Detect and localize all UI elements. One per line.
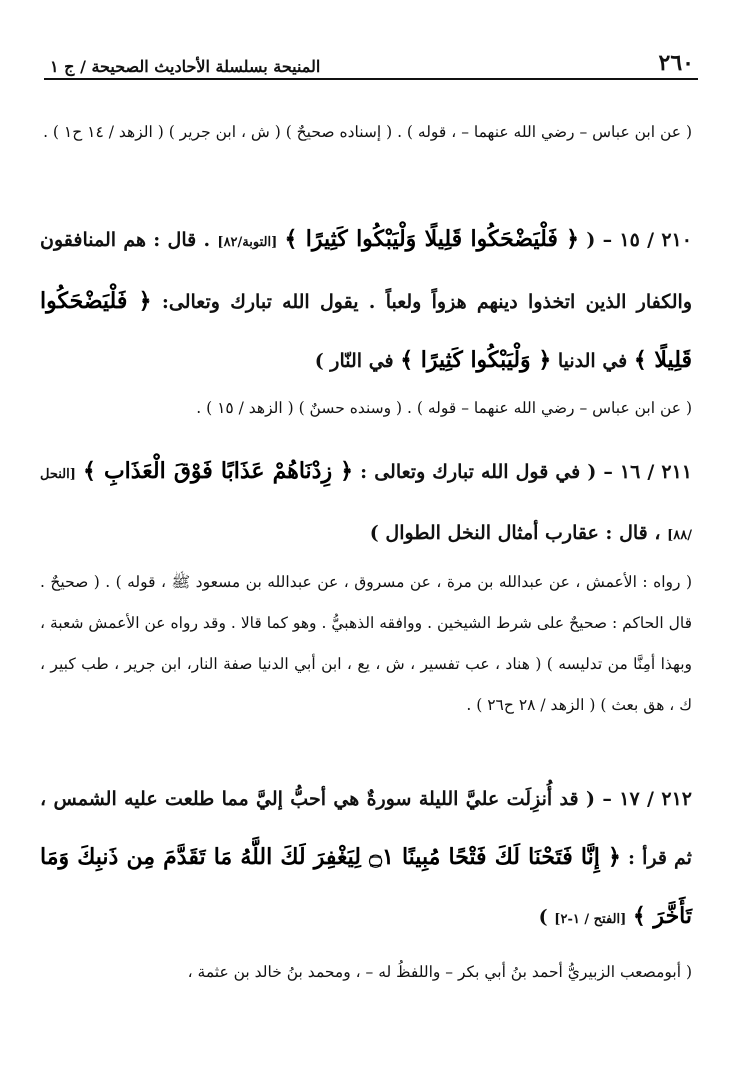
quran-verse: ﴿ فَلْيَضْحَكُوا قَلِيلًا وَلْيَبْكُوا كَثِيرًا ﴾ <box>284 226 580 252</box>
source-text: ( عن ابن عباس – رضي الله عنهما – ، قوله ) . ( إسناده صحيحٌ ) ( ش ، ابن جرير ) ( الزهد / ١٤ ح١ ) . <box>43 123 692 141</box>
source-text: ( أبومصعب الزبيريُّ أحمد بنُ أبي بكر – واللفظُ له – ، ومحمد بنُ خالد بن عثمة ، <box>187 963 692 981</box>
hadith-source-1 <box>40 112 692 152</box>
quran-verse: ﴿ زِدْنَاهُمْ عَذَابًا فَوْقَ الْعَذَابِ ﴾ <box>82 458 354 484</box>
source-text: ( رواه : الأعمش ، عن عبدالله بن مرة ، عن مسروق ، عن عبدالله بن مسعود ﷺ ، قوله ) . ( صحيحٌ . قال الحاكم : صحيحٌ على شرط الشيخين . ووافقه الذهبيُّ . وهو كما قالا . وقد رواه عن الأعمش شعبة ، وبهذا أمِنَّا من تدليسه ) ( هناد ، عب تفسير ، ش ، يع ، ابن أبي الدنيا صفة النار، ابن جرير ، طب كبير ، ك ، هق بعث ) ( الزهد / ٢٨ ح٢٦ ) . <box>40 573 692 714</box>
hadith-text: ، قال : عقارب أمثال النخل الطوال ) <box>369 522 661 544</box>
page-header <box>50 40 694 76</box>
hadith-text: . قال : هم المنافقون والكفار الذين اتخذوا دينهم هزواً ولعباً . يقول الله تبارك وتعالى: <box>40 229 692 313</box>
page-number: ٢٦٠ <box>658 50 694 76</box>
book-title: المنيحة بسلسلة الأحاديث الصحيحة / ج ١ <box>50 57 321 76</box>
hadith-source-2 <box>40 388 692 428</box>
hadith-number: ٢١١ / ١٦ – ( في قول الله تبارك وتعالى : <box>360 461 693 483</box>
hadith-text-3: في النّار ) <box>314 350 394 372</box>
closing-paren: ) <box>538 906 548 928</box>
verse-reference: [التوبة/٨٢] <box>217 235 278 250</box>
header-rule <box>44 78 698 80</box>
hadith-source-3 <box>40 562 692 726</box>
hadith-number: ٢١٠ / ١٥ – ( <box>586 229 692 251</box>
hadith-210 <box>40 210 692 390</box>
verse-reference: [النحل /٨٨] <box>40 467 692 543</box>
quran-verse: ﴿ إِنَّا فَتَحْنَا لَكَ فَتْحًا مُبِينًا ۝١ لِيَغْفِرَ لَكَ اللَّهُ مَا تَقَدَّمَ مِن ذَنبِكَ وَمَا تَأَخَّرَ ﴾ <box>40 844 692 929</box>
quran-verse-3: ﴿ وَلْيَبْكُوا كَثِيرًا ﴾ <box>400 347 552 373</box>
hadith-text-2: في الدنيا <box>557 350 628 372</box>
hadith-source-4 <box>40 952 692 992</box>
verse-reference: [الفتح / ١-٢] <box>554 912 627 927</box>
hadith-211 <box>40 442 692 565</box>
hadith-212 <box>40 770 692 949</box>
hadith-text: ( قد أُنزِلَت عليَّ الليلة سورةٌ هي أحبُّ إليَّ مما طلعت عليه الشمس ، ثم قرأ : <box>40 788 692 869</box>
hadith-number: ٢١٢ / ١٧ – <box>602 788 692 810</box>
quran-verse-2: ﴿ فَلْيَضْحَكُوا قَلِيلًا ﴾ <box>40 288 692 373</box>
source-text: ( عن ابن عباس – رضي الله عنهما – قوله ) . ( وسنده حسنٌ ) ( الزهد / ١٥ ) . <box>196 399 692 417</box>
